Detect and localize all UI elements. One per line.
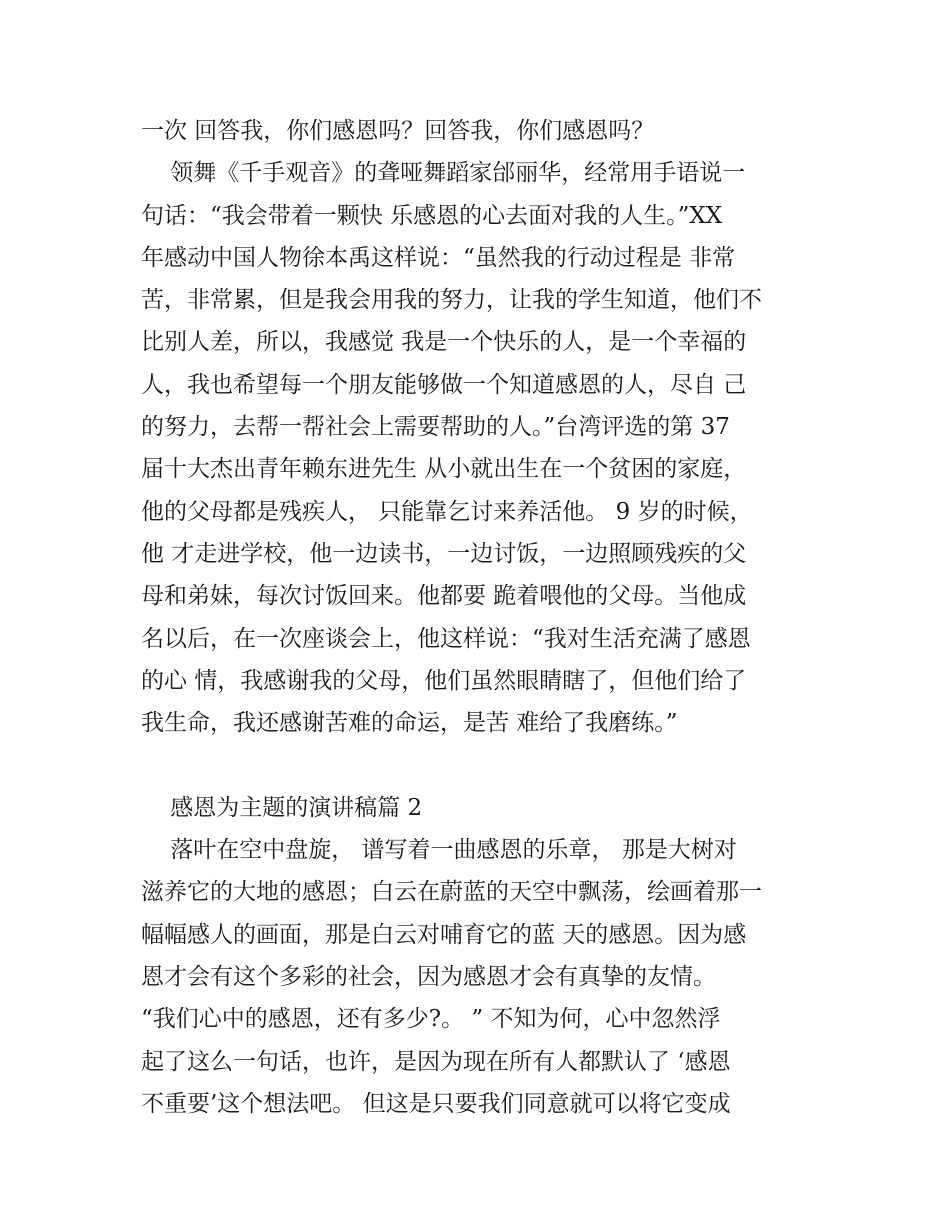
text-line: 我生命，我还感谢苦难的命运，是苦 难给了我磨练。” (141, 710, 678, 737)
text-line: 的努力，去帮一帮社会上需要帮助的人。”台湾评选的第 37 (141, 414, 730, 441)
text-line: 落叶在空中盘旋， 谱写着一曲感恩的乐章， 那是大树对 (141, 837, 737, 864)
text-line: 他的父母都是残疾人， 只能靠乞讨来养活他。 9 岁的时候， (141, 498, 753, 525)
text-line: 届十大杰出青年赖东进先生 从小就出生在一个贫困的家庭， (141, 456, 747, 483)
text-line: 名以后，在一次座谈会上，他这样说：“我对生活充满了感恩 (141, 625, 751, 652)
document-body (141, 110, 821, 1125)
text-line: 领舞《千手观音》的聋哑舞蹈家邰丽华，经常用手语说一 (141, 160, 746, 187)
text-line: 比别人差，所以，我感觉 我是一个快乐的人，是一个幸福的 (141, 329, 747, 356)
text-line: 母和弟妹，每次讨饭回来。他都要 跪着喂他的父母。当他成 (141, 583, 747, 610)
text-line: 幅幅感人的画面，那是白云对哺育它的蓝 天的感恩。因为感 (141, 921, 747, 948)
text-line: 句话：“我会带着一颗快 乐感恩的心去面对我的人生。”XX (141, 202, 723, 229)
section-2 (141, 829, 821, 1125)
section-1 (141, 110, 821, 744)
text-line: 起了这么一句话，也许，是因为现在所有人都默认了 ‘感恩 (141, 1048, 731, 1075)
text-line: 一次 回答我，你们感恩吗？回答我，你们感恩吗？ (141, 118, 655, 144)
text-line: 苦，非常累，但是我会用我的努力，让我的学生知道，他们不 (141, 287, 762, 314)
text-line: 滋养它的大地的感恩；白云在蔚蓝的天空中飘荡，绘画着那一 (141, 879, 762, 906)
text-line: 年感动中国人物徐本禹这样说：“虽然我的行动过程是 非常 (141, 244, 736, 271)
text-line: 不重要’这个想法吧。 但这是只要我们同意就可以将它变成 (141, 1090, 731, 1117)
text-line: 人，我也希望每一个朋友能够做一个知道感恩的人，尽自 己 (141, 371, 747, 398)
section-gap (141, 744, 821, 786)
text-line: “我们心中的感恩，还有多少?。 ” 不知为何，心中忽然浮 (141, 1006, 721, 1033)
text-line: 他 才走进学校，他一边读书，一边讨饭，一边照顾残疾的父 (141, 540, 747, 567)
text-line: 的心 情，我感谢我的父母，他们虽然眼睛瞎了，但他们给了 (141, 667, 747, 694)
section-heading: 感恩为主题的演讲稿篇 2 (141, 794, 423, 821)
text-line: 恩才会有这个多彩的社会，因为感恩才会有真挚的友情。 (141, 963, 716, 990)
